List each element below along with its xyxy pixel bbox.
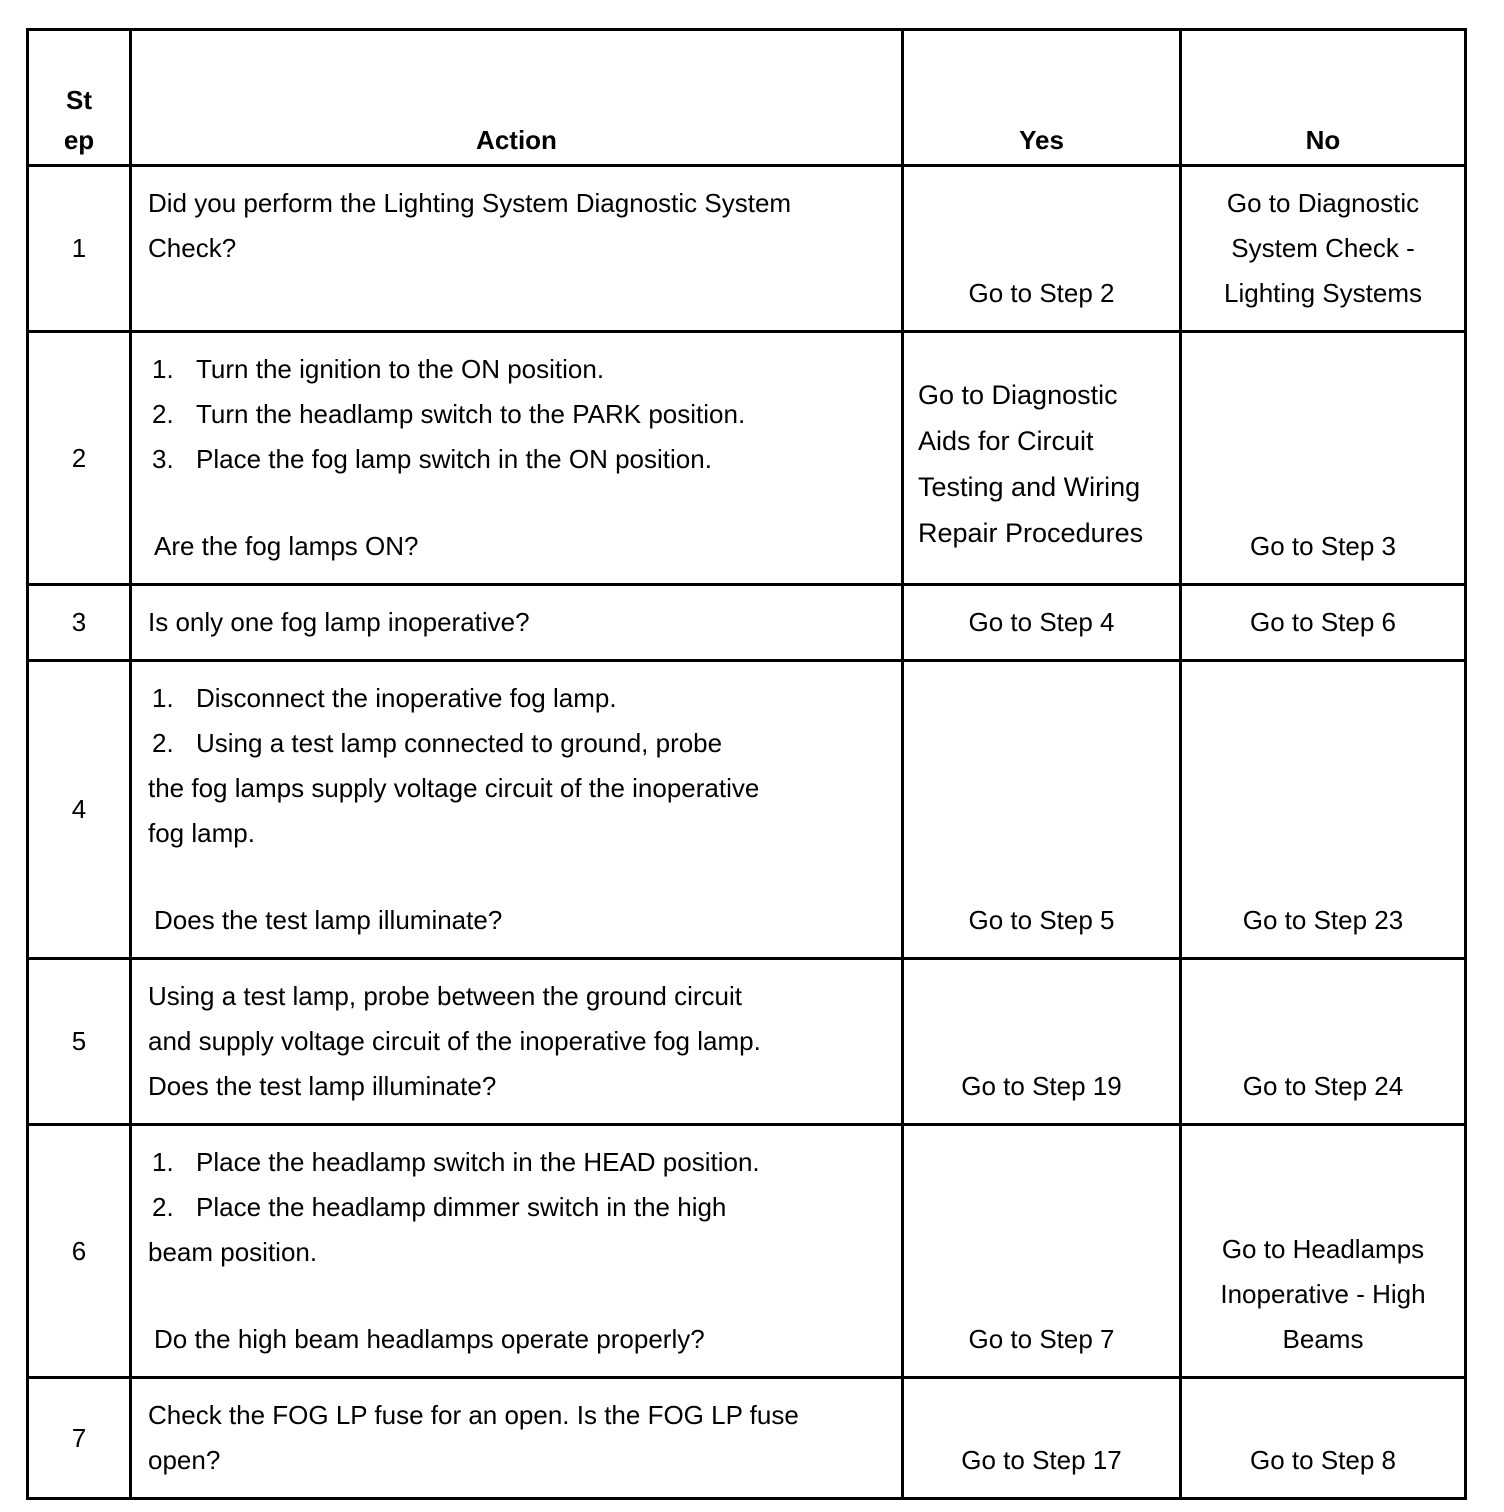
header-yes: Yes [903,30,1181,166]
no-cell: Go to Step 23 [1181,661,1466,959]
no-line: Lighting Systems [1224,278,1422,308]
step-number: 7 [28,1378,131,1499]
header-step-line2: ep [63,125,95,155]
yes-line: Repair Procedures [918,518,1144,548]
yes-line: Go to Diagnostic [918,380,1118,410]
diagnostic-table-page [26,28,1464,1500]
yes-cell: Go to Step 2 [903,166,1181,332]
action-steps-list [148,347,885,482]
no-cell: Go to Step 3 [1181,332,1466,585]
action-cell [131,332,903,585]
table-row [28,585,1466,661]
list-item: 3. Place the fog lamp switch in the ON position. [152,444,712,474]
step-number: 1 [28,166,131,332]
action-line: and supply voltage circuit of the inoperative fog lamp. [148,1026,761,1056]
table-row [28,1125,1466,1378]
yes-cell: Go to Step 5 [903,661,1181,959]
step-number: 3 [28,585,131,661]
no-line: Inoperative - High [1220,1279,1426,1309]
yes-cell: Go to Step 17 [903,1378,1181,1499]
header-row [28,30,1466,166]
action-question: Does the test lamp illuminate? [154,905,503,935]
step-number: 2 [28,332,131,585]
action-cell [131,959,903,1125]
no-line: Go to Headlamps [1221,1234,1425,1264]
action-cell: Is only one fog lamp inoperative? [131,585,903,661]
no-cell: Go to Step 24 [1181,959,1466,1125]
list-item: 2. Using a test lamp connected to ground, probe [152,728,723,758]
action-question: Do the high beam headlamps operate properly? [154,1324,705,1354]
header-no: No [1181,30,1466,166]
action-steps-list [148,676,885,766]
table-row [28,959,1466,1125]
step-number: 6 [28,1125,131,1378]
yes-line: Aids for Circuit [918,426,1094,456]
table-row [28,661,1466,959]
no-line: Go to Diagnostic [1226,188,1420,218]
yes-cell: Go to Step 19 [903,959,1181,1125]
action-line: Check the FOG LP fuse for an open. Is the FOG LP fuse [148,1400,799,1430]
action-line: the fog lamps supply voltage circuit of the inoperative [148,773,760,803]
table-row [28,166,1466,332]
no-line: Beams [1282,1324,1364,1354]
action-steps-list [148,1140,885,1230]
action-line: fog lamp. [148,818,255,848]
yes-cell: Go to Step 7 [903,1125,1181,1378]
action-question: Are the fog lamps ON? [154,531,419,561]
step-number: 5 [28,959,131,1125]
yes-cell [903,332,1181,585]
list-item: 2. Turn the headlamp switch to the PARK position. [152,399,746,429]
action-line: Using a test lamp, probe between the ground circuit [148,981,743,1011]
list-item: 1. Turn the ignition to the ON position. [152,354,605,384]
no-cell [1181,166,1466,332]
action-cell [131,661,903,959]
action-line: open? [148,1445,221,1475]
no-cell [1181,1125,1466,1378]
yes-line: Testing and Wiring [918,472,1141,502]
header-step-line1: St [66,85,92,115]
action-line: beam position. [148,1237,318,1267]
action-line: Did you perform the Lighting System Diagnostic System [148,188,792,218]
action-cell [131,166,903,332]
header-action: Action [131,30,903,166]
no-cell: Go to Step 8 [1181,1378,1466,1499]
table-row [28,1378,1466,1499]
yes-cell: Go to Step 4 [903,585,1181,661]
list-item: 1. Place the headlamp switch in the HEAD position. [152,1147,760,1177]
action-line: Does the test lamp illuminate? [148,1071,497,1101]
action-line: Check? [148,233,237,263]
no-cell: Go to Step 6 [1181,585,1466,661]
no-line: System Check - [1231,233,1415,263]
list-item: 2. Place the headlamp dimmer switch in the high [152,1192,727,1222]
table-row [28,332,1466,585]
action-cell [131,1378,903,1499]
action-cell [131,1125,903,1378]
step-number: 4 [28,661,131,959]
list-item: 1. Disconnect the inoperative fog lamp. [152,683,617,713]
header-step [28,30,131,166]
diagnostic-table [26,28,1467,1500]
